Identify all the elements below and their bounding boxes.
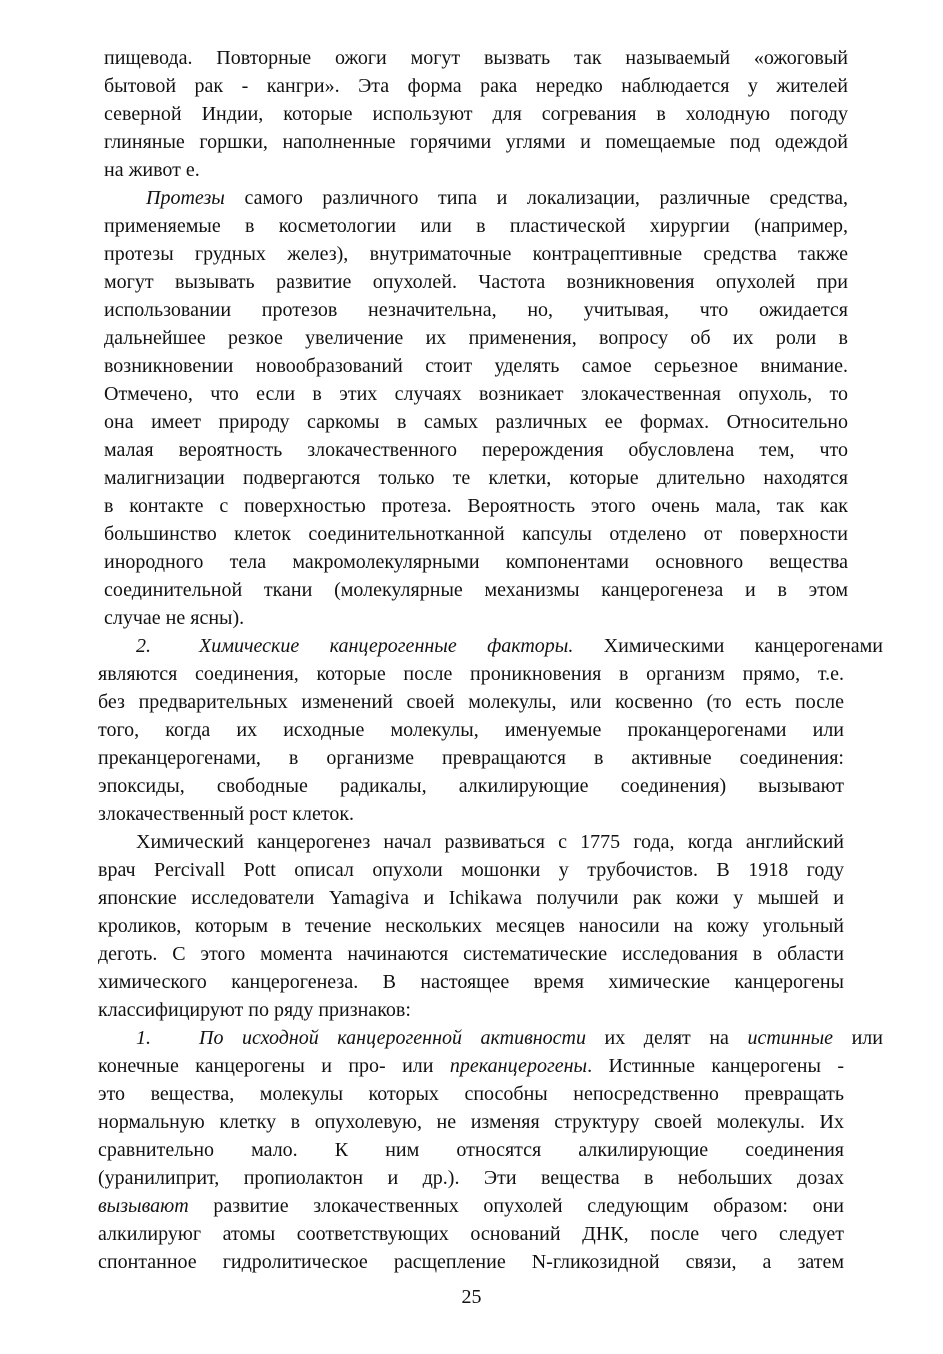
text-line: пищевода. Повторные ожоги могут вызвать так называемый «ожоговый — [104, 47, 848, 69]
text-line: Химические канцерогенные факторы. Химическими канцерогенами — [199, 635, 883, 657]
text-line: кроликов, которым в течение нескольких месяцев наносили на кожу угольный — [98, 915, 844, 937]
list-number: 1. — [136, 1027, 151, 1049]
text-line: Химический канцерогенез начал развиваться с 1775 года, когда английский — [136, 831, 844, 853]
text-line: применяемые в косметологии или в пластической хирургии (например, — [104, 215, 848, 237]
text-line: Протезы самого различного типа и локализации, различные средства, — [146, 187, 848, 209]
text-line: Отмечено, что если в этих случаях возникает злокачественная опухоль, то — [104, 383, 848, 405]
page-number: 25 — [461, 1286, 482, 1308]
text-line: без предварительных изменений своей молекулы, или косвенно (то есть после — [98, 691, 844, 713]
text-line: протезы грудных желез), внутриматочные контрацептивные средства также — [104, 243, 848, 265]
text-line: эпоксиды, свободные радикалы, алкилирующие соединения) вызывают — [98, 775, 844, 797]
text-line: использовании протезов незначительна, но, учитывая, что ожидается — [104, 299, 848, 321]
text-line: это вещества, молекулы которых способны непосредственно превращать — [98, 1083, 844, 1105]
text-line: она имеет природу саркомы в самых различных ее формах. Относительно — [104, 411, 848, 433]
text-line: малая вероятность злокачественного перерождения обусловлена тем, что — [104, 439, 848, 461]
text-line: малигнизации подвергаются только те клетки, которые длительно находятся — [104, 467, 848, 489]
text-line: (уранилиприт, пропиолактон и др.). Эти вещества в небольших дозах — [98, 1167, 844, 1189]
text-line: алкилируюг атомы соответствующих оснований ДНК, после чего следует — [98, 1223, 844, 1245]
text-line: химического канцерогенеза. В настоящее время химические канцерогены — [98, 971, 844, 993]
text-line: злокачественный рост клеток. — [98, 803, 355, 825]
text-line: соединительной ткани (молекулярные механизмы канцерогенеза и в этом — [104, 579, 848, 601]
text-line: нормальную клетку в опухолевую, не изменяя структуру своей молекулы. Их — [98, 1111, 844, 1133]
list-number: 2. — [136, 635, 151, 657]
text-line: бытовой рак - кангри». Эта форма рака нередко наблюдается у жителей — [104, 75, 848, 97]
text-line: глиняные горшки, наполненные горячими углями и помещаемые под одеждой — [104, 131, 848, 153]
text-line: северной Индии, которые используют для согревания в холодную погоду — [104, 103, 848, 125]
text-line: дальнейшее резкое увеличение их применения, вопросу об их роли в — [104, 327, 848, 349]
text-line: могут вызывать развитие опухолей. Частота возникновения опухолей при — [104, 271, 848, 293]
text-line: на живот е. — [104, 159, 200, 181]
text-line: По исходной канцерогенной активности их делят на истинные или — [199, 1027, 883, 1049]
text-line: инородного тела макромолекулярными компонентами основного вещества — [104, 551, 848, 573]
text-line: японские исследователи Yamagiva и Ichikawa получили рак кожи у мышей и — [98, 887, 844, 909]
text-line: деготь. С этого момента начинаются систематические исследования в области — [98, 943, 844, 965]
text-line: конечные канцерогены и про- или преканцерогены. Истинные канцерогены - — [98, 1055, 844, 1077]
text-line: возникновении новообразований стоит уделять самое серьезное внимание. — [104, 355, 848, 377]
text-line: классифицируют по ряду признаков: — [98, 999, 411, 1021]
text-line: большинство клеток соединительнотканной капсулы отделено от поверхности — [104, 523, 848, 545]
text-line: врач Percivall Pott описал опухоли мошонки у трубочистов. В 1918 году — [98, 859, 844, 881]
text-line: случае не ясны). — [104, 607, 245, 629]
text-line: того, когда их исходные молекулы, именуемые проканцерогенами или — [98, 719, 844, 741]
text-line: в контакте с поверхностью протеза. Вероятность этого очень мала, так как — [104, 495, 848, 517]
text-line: являются соединения, которые после проникновения в организм прямо, т.е. — [98, 663, 844, 685]
text-line: вызывают развитие злокачественных опухолей следующим образом: они — [98, 1195, 844, 1217]
text-line: сравнительно мало. К ним относятся алкилирующие соединения — [98, 1139, 844, 1161]
text-line: спонтанное гидролитическое расщепление N-гликозидной связи, а затем — [98, 1251, 844, 1273]
text-line: преканцерогенами, в организме превращаются в активные соединения: — [98, 747, 844, 769]
